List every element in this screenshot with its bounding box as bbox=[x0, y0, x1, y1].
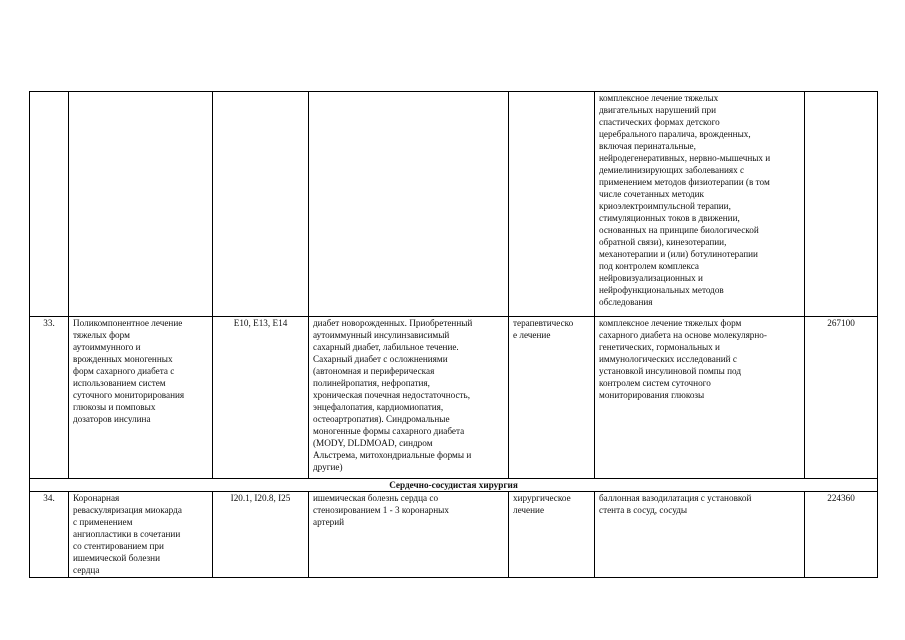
row-number-cell: 33. bbox=[30, 317, 69, 479]
row-type-cell: терапевтическо е лечение bbox=[509, 317, 595, 479]
row-type-cell bbox=[509, 92, 595, 317]
row-price-cell bbox=[805, 92, 878, 317]
procedures-table bbox=[29, 91, 878, 578]
row-method-cell: комплексное лечение тяжелых форм сахарного диабета на основе молекулярно- генетических, гормональных и иммунологических исследований с установкой инсулиновой помпы под контролем систем суточного мониторирования глюкозы bbox=[595, 317, 805, 479]
row-model-cell bbox=[309, 92, 509, 317]
section-header-row bbox=[30, 479, 878, 492]
row-codes-cell bbox=[213, 92, 309, 317]
row-name-cell bbox=[69, 92, 213, 317]
row-model-cell: диабет новорожденных. Приобретенный аутоиммунный инсулинзависимый сахарный диабет, лабильное течение. Сахарный диабет с осложнениями (автономная и периферическая полинейропатия, нефропатия, хроническая почечная недостаточность, энцефалопатия, кардиомиопатия, остеоартропатия). Синдромальные моногенные формы сахарного диабета (MODY, DLDMOAD, синдром Альстрема, митохондриальные формы и другие) bbox=[309, 317, 509, 479]
table-row bbox=[30, 92, 878, 317]
row-method-cell: комплексное лечение тяжелых двигательных нарушений при спастических формах детского церебрального паралича, врожденных, включая перинатальные, нейродегенеративных, нервно-мышечных и демиелинизирующих заболеваниях с применением методов физиотерапии (в том числе сочетанных методик криоэлектроимпульсной терапии, стимуляционных токов в движении, основанных на принципе биологической обратной связи), кинезотерапии, механотерапии и (или) ботулинотерапии под контролем комплекса нейровизуализационных и нейрофункциональных методов обследования bbox=[595, 92, 805, 317]
row-method-cell: баллонная вазодилатация с установкой стента в сосуд, сосуды bbox=[595, 492, 805, 578]
row-number-cell: 34. bbox=[30, 492, 69, 578]
row-number-cell bbox=[30, 92, 69, 317]
table-row bbox=[30, 492, 878, 578]
row-codes-cell: E10, E13, E14 bbox=[213, 317, 309, 479]
row-price-cell: 224360 bbox=[805, 492, 878, 578]
row-name-cell: Поликомпонентное лечение тяжелых форм аутоиммунного и врожденных моногенных форм сахарного диабета с использованием систем суточного мониторирования глюкозы и помповых дозаторов инсулина bbox=[69, 317, 213, 479]
row-type-cell: хирургическое лечение bbox=[509, 492, 595, 578]
row-price-cell: 267100 bbox=[805, 317, 878, 479]
table-row bbox=[30, 317, 878, 479]
row-model-cell: ишемическая болезнь сердца со стенозированием 1 - 3 коронарных артерий bbox=[309, 492, 509, 578]
row-codes-cell: I20.1, I20.8, I25 bbox=[213, 492, 309, 578]
section-title: Сердечно-сосудистая хирургия bbox=[30, 479, 878, 492]
row-name-cell: Коронарная реваскуляризация миокарда с применением ангиопластики в сочетании со стентированием при ишемической болезни сердца bbox=[69, 492, 213, 578]
